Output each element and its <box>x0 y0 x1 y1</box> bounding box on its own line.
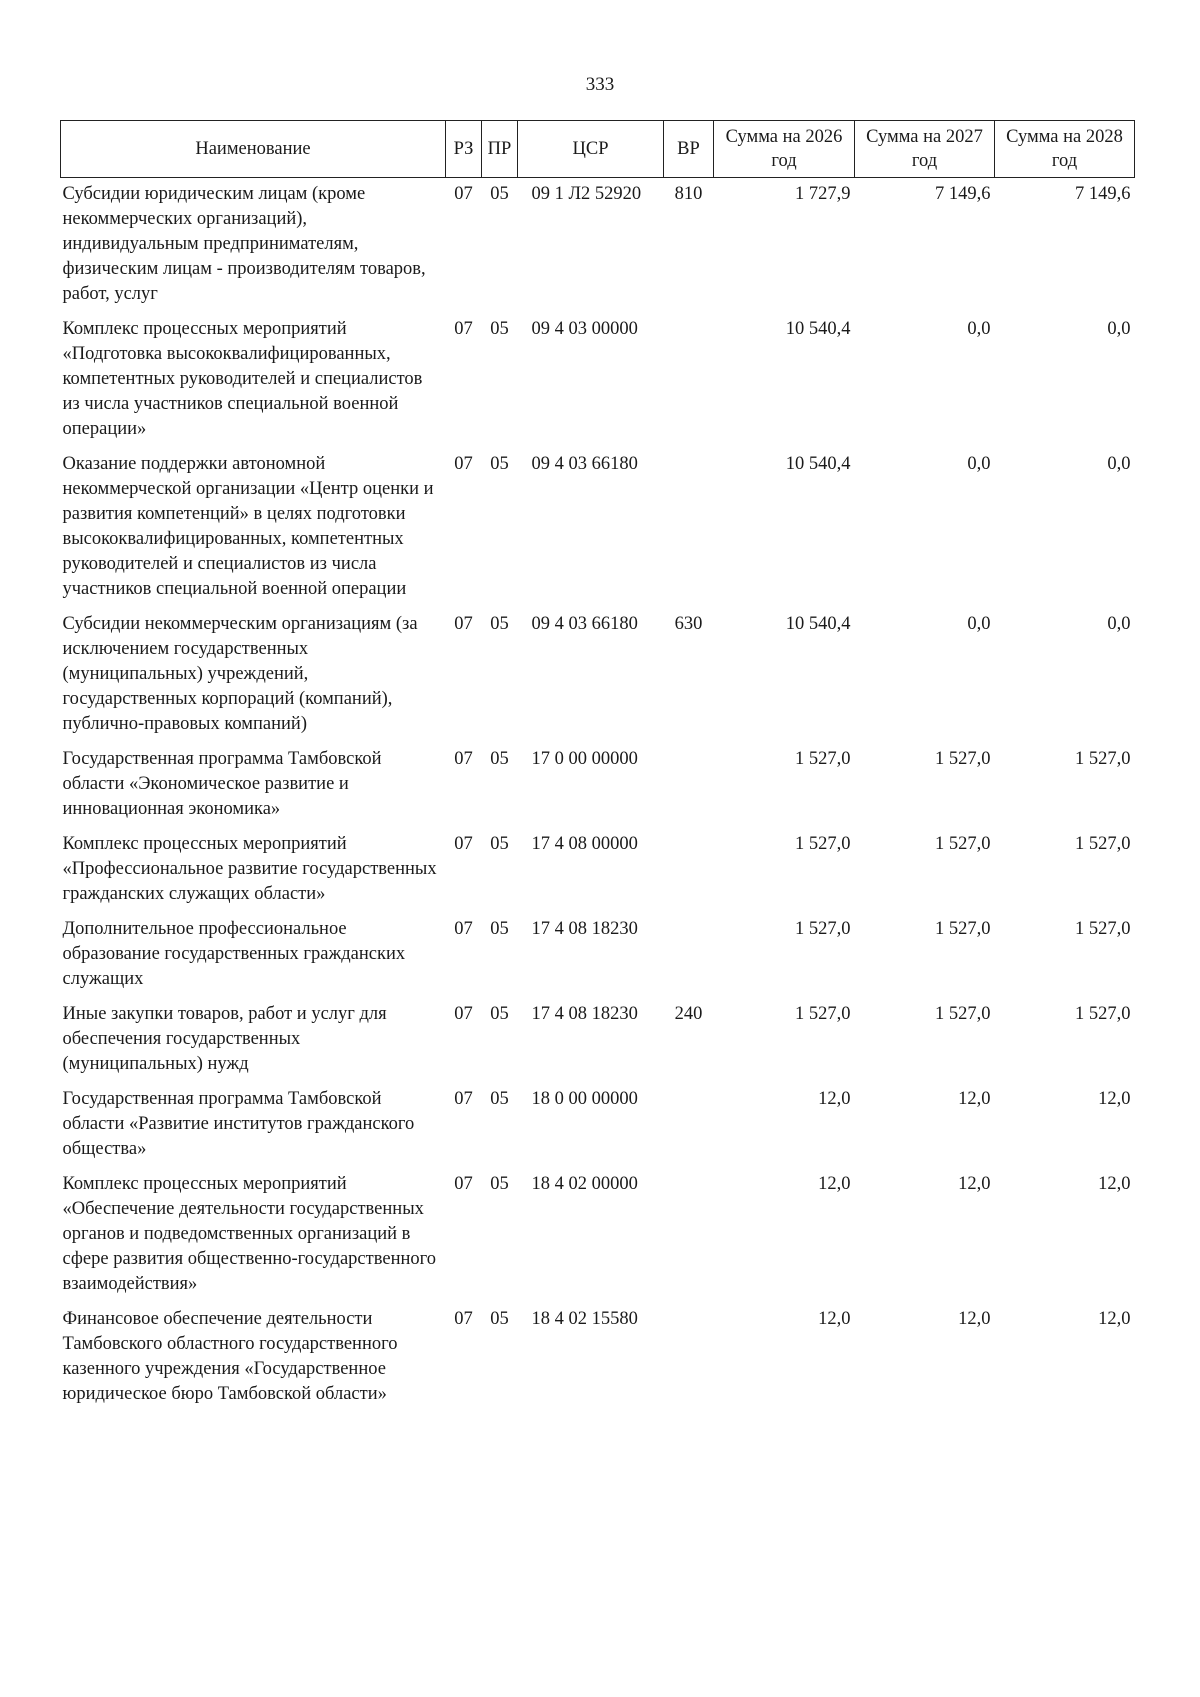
cell-sum-2028: 1 527,0 <box>1075 1004 1131 1024</box>
cell-vr <box>664 828 714 913</box>
cell-sum-2027: 1 527,0 <box>935 749 991 769</box>
table-row <box>61 828 1135 913</box>
cell-rz: 07 <box>454 834 473 854</box>
cell-sum-2027: 0,0 <box>967 454 991 474</box>
cell-csr: 18 4 02 15580 <box>531 1309 638 1329</box>
cell-sum-2028: 12,0 <box>1098 1174 1131 1194</box>
cell-pr: 05 <box>490 1309 509 1329</box>
cell-rz: 07 <box>454 919 473 939</box>
cell-pr: 05 <box>490 749 509 769</box>
cell-sum-2026: 10 540,4 <box>785 319 851 339</box>
cell-pr: 05 <box>490 614 509 634</box>
cell-vr <box>664 1083 714 1168</box>
cell-csr: 18 4 02 00000 <box>531 1174 638 1194</box>
cell-sum-2027: 12,0 <box>958 1174 991 1194</box>
cell-sum-2026: 1 527,0 <box>795 834 851 854</box>
header-rz: РЗ <box>446 121 482 178</box>
cell-sum-2026: 12,0 <box>818 1174 851 1194</box>
cell-rz: 07 <box>454 454 473 474</box>
cell-sum-2027: 0,0 <box>967 614 991 634</box>
cell-name: Государственная программа Тамбовской области «Развитие институтов гражданского общества» <box>62 1089 415 1159</box>
cell-sum-2027: 1 527,0 <box>935 1004 991 1024</box>
cell-rz: 07 <box>454 319 473 339</box>
cell-vr <box>664 913 714 998</box>
cell-sum-2026: 1 527,0 <box>795 919 851 939</box>
budget-table <box>60 120 1135 1413</box>
cell-name: Государственная программа Тамбовской области «Экономическое развитие и инновационная экономика» <box>62 749 382 819</box>
cell-vr <box>664 743 714 828</box>
cell-pr: 05 <box>490 919 509 939</box>
cell-vr <box>664 1168 714 1303</box>
cell-pr: 05 <box>490 1174 509 1194</box>
header-sum-2028: Сумма на 2028 год <box>995 121 1135 178</box>
table-row <box>61 1083 1135 1168</box>
table-row <box>61 998 1135 1083</box>
table-row <box>61 743 1135 828</box>
cell-pr: 05 <box>490 184 509 204</box>
cell-vr: 810 <box>674 184 703 204</box>
cell-rz: 07 <box>454 614 473 634</box>
cell-csr: 17 0 00 00000 <box>531 749 638 769</box>
cell-sum-2028: 12,0 <box>1098 1309 1131 1329</box>
cell-name: Иные закупки товаров, работ и услуг для обеспечения государственных (муниципальных) нужд <box>62 1004 387 1074</box>
cell-pr: 05 <box>490 1089 509 1109</box>
cell-sum-2026: 1 527,0 <box>795 1004 851 1024</box>
cell-sum-2026: 10 540,4 <box>785 454 851 474</box>
cell-name: Дополнительное профессиональное образование государственных гражданских служащих <box>62 919 406 989</box>
cell-rz: 07 <box>454 184 473 204</box>
cell-sum-2026: 1 527,0 <box>795 749 851 769</box>
header-sum-2027: Сумма на 2027 год <box>855 121 995 178</box>
cell-sum-2028: 0,0 <box>1107 319 1131 339</box>
table-row <box>61 178 1135 314</box>
cell-sum-2027: 1 527,0 <box>935 834 991 854</box>
cell-name: Комплекс процессных мероприятий «Подготовка высококвалифицированных, компетентных руководителей и специалистов из числа участников специальной военной операции» <box>62 319 423 439</box>
cell-sum-2026: 10 540,4 <box>785 614 851 634</box>
cell-rz: 07 <box>454 1174 473 1194</box>
cell-sum-2028: 0,0 <box>1107 614 1131 634</box>
table-row <box>61 1303 1135 1413</box>
cell-csr: 18 0 00 00000 <box>531 1089 638 1109</box>
cell-name: Финансовое обеспечение деятельности Тамбовского областного государственного казенного учреждения «Государственное юридическое бюро Тамбовской области» <box>62 1309 398 1404</box>
cell-sum-2028: 1 527,0 <box>1075 834 1131 854</box>
table-row <box>61 313 1135 448</box>
cell-sum-2026: 12,0 <box>818 1309 851 1329</box>
cell-sum-2028: 1 527,0 <box>1075 919 1131 939</box>
cell-csr: 17 4 08 00000 <box>531 834 638 854</box>
cell-vr <box>664 313 714 448</box>
table-row <box>61 608 1135 743</box>
cell-sum-2027: 7 149,6 <box>935 184 991 204</box>
cell-sum-2027: 0,0 <box>967 319 991 339</box>
table-row <box>61 913 1135 998</box>
cell-pr: 05 <box>490 1004 509 1024</box>
cell-name: Комплекс процессных мероприятий «Обеспечение деятельности государственных органов и подведомственных организаций в сфере развития общественно-государственного взаимодействия» <box>62 1174 436 1294</box>
cell-vr <box>664 1303 714 1413</box>
cell-pr: 05 <box>490 454 509 474</box>
cell-sum-2028: 7 149,6 <box>1075 184 1131 204</box>
cell-csr: 09 4 03 00000 <box>531 319 638 339</box>
cell-csr: 17 4 08 18230 <box>531 919 638 939</box>
cell-sum-2028: 1 527,0 <box>1075 749 1131 769</box>
cell-name: Комплекс процессных мероприятий «Профессиональное развитие государственных гражданских служащих области» <box>62 834 437 904</box>
table-row <box>61 1168 1135 1303</box>
cell-rz: 07 <box>454 1309 473 1329</box>
cell-pr: 05 <box>490 834 509 854</box>
cell-pr: 05 <box>490 319 509 339</box>
page-number: 333 <box>585 74 615 95</box>
header-pr: ПР <box>482 121 518 178</box>
cell-rz: 07 <box>454 1089 473 1109</box>
cell-csr: 09 4 03 66180 <box>531 614 638 634</box>
table-row <box>61 448 1135 608</box>
cell-sum-2027: 12,0 <box>958 1309 991 1329</box>
cell-csr: 17 4 08 18230 <box>531 1004 638 1024</box>
cell-sum-2026: 1 727,9 <box>795 184 851 204</box>
cell-name: Оказание поддержки автономной некоммерческой организации «Центр оценки и развития компетенций» в целях подготовки высококвалифицированных, компетентных руководителей и специалистов из числа участников специальной военной операции <box>62 454 434 599</box>
header-name: Наименование <box>61 121 446 178</box>
cell-rz: 07 <box>454 749 473 769</box>
header-sum-2026: Сумма на 2026 год <box>714 121 855 178</box>
cell-csr: 09 1 Л2 52920 <box>531 184 642 204</box>
cell-csr: 09 4 03 66180 <box>531 454 638 474</box>
cell-name: Субсидии юридическим лицам (кроме некоммерческих организаций), индивидуальным предпринимателям, физическим лицам - производителям товаров, работ, услуг <box>62 184 426 304</box>
cell-sum-2028: 12,0 <box>1098 1089 1131 1109</box>
header-vr: ВР <box>664 121 714 178</box>
cell-sum-2026: 12,0 <box>818 1089 851 1109</box>
header-csr: ЦСР <box>518 121 664 178</box>
table-header-row <box>61 121 1135 178</box>
cell-name: Субсидии некоммерческим организациям (за исключением государственных (муниципальных) учреждений, государственных корпораций (компаний), публично-правовых компаний) <box>62 614 418 734</box>
cell-sum-2027: 1 527,0 <box>935 919 991 939</box>
cell-vr: 630 <box>674 614 703 634</box>
cell-sum-2027: 12,0 <box>958 1089 991 1109</box>
cell-rz: 07 <box>454 1004 473 1024</box>
cell-sum-2028: 0,0 <box>1107 454 1131 474</box>
cell-vr <box>664 448 714 608</box>
cell-vr: 240 <box>674 1004 703 1024</box>
